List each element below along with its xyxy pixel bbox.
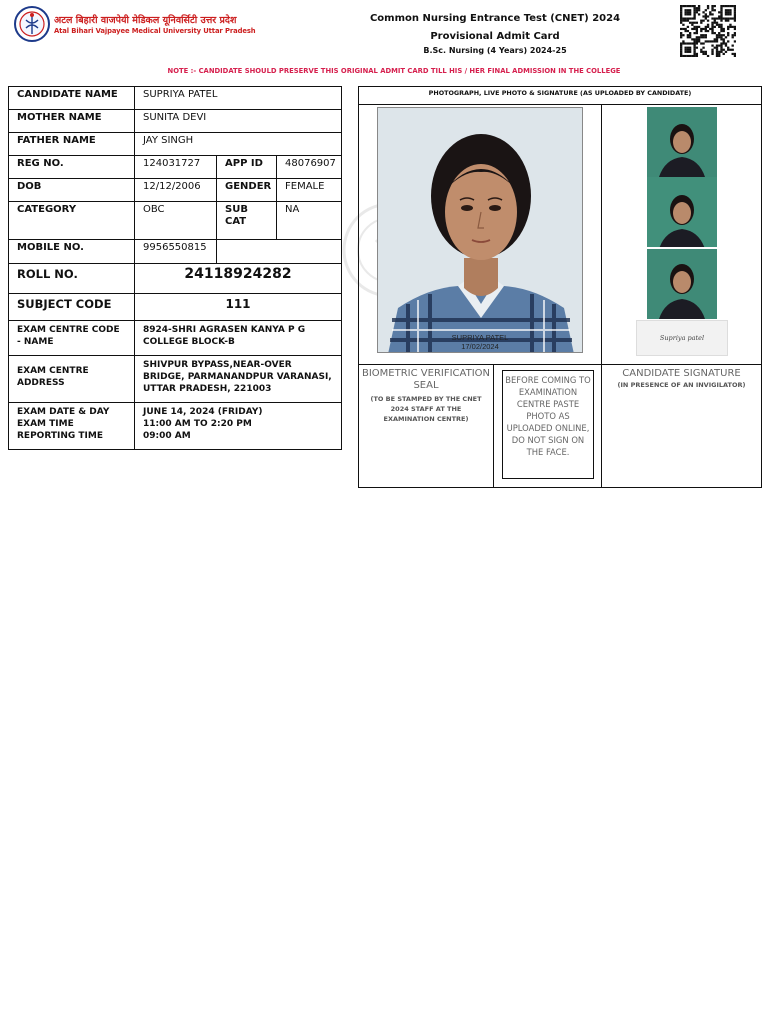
reporting-time-value: 09:00 AM [143,431,191,441]
reg-no-label: REG NO. [8,155,135,179]
father-name-value: JAY SINGH [134,132,342,156]
photo-name-caption: SUPRIYA PATEL [451,333,509,342]
biometric-subtitle: (TO BE STAMPED BY THE CNET 2024 STAFF AT THE EXAMINATION CENTRE) [370,395,482,423]
live-photo-3 [647,249,717,319]
reporting-time-label: REPORTING TIME [17,431,103,441]
category-value: OBC [134,201,217,240]
app-id-label: APP ID [216,155,277,179]
qr-code-icon [680,5,736,57]
subject-code-value: 111 [134,293,342,321]
candidate-signature-title: CANDIDATE SIGNATURE [622,368,741,379]
empty-cell [216,239,342,264]
candidate-name-value: SUPRIYA PATEL [134,86,342,110]
university-name-hindi: अटल बिहारी वाजपेयी मेडिकल यूनिवर्सिटी उत्तर प्रदेश [54,15,237,26]
biometric-title: BIOMETRIC VERIFICATION SEAL [362,368,491,391]
card-title: Provisional Admit Card [430,31,560,42]
exam-date-labels [8,402,135,450]
app-id-value: 48076907 [276,155,342,179]
sub-cat-value: NA [276,201,342,240]
paste-photo-instruction: BEFORE COMING TO EXAMINATION CENTRE PASTE PHOTO AS UPLOADED ONLINE, DO NOT SIGN ON THE FACE. [502,370,594,479]
centre-code-value: 8924-SHRI AGRASEN KANYA P G COLLEGE BLOCK-B [134,320,342,356]
university-name-english: Atal Bihari Vajpayee Medical University Uttar Pradesh [54,27,256,35]
exam-time-value: 11:00 AM TO 2:20 PM [143,419,252,429]
live-photo-2 [647,177,717,247]
mobile-label: MOBILE NO. [8,239,135,264]
father-name-label: FATHER NAME [8,132,135,156]
category-label: CATEGORY [8,201,135,240]
candidate-photograph [377,107,583,353]
live-portrait-icon [647,107,717,177]
mother-name-value: SUNITA DEVI [134,109,342,133]
mother-name-label: MOTHER NAME [8,109,135,133]
centre-address-label: EXAM CENTRE ADDRESS [8,355,135,403]
candidate-portrait-icon [378,108,583,353]
candidate-signature-subtitle: (IN PRESENCE OF AN INVIGILATOR) [617,381,746,389]
exam-date-values [134,402,342,450]
centre-address-value: SHIVPUR BYPASS,NEAR-OVER BRIDGE, PARMANANDPUR VARANASI, UTTAR PRADESH, 221003 [134,355,342,403]
exam-title: Common Nursing Entrance Test (CNET) 2024 [369,13,621,24]
roll-no-value: 24118924282 [134,263,342,294]
uploaded-signature: Supriya patel [636,320,728,356]
dob-label: DOB [8,178,135,202]
photo-date-caption: 17/02/2024 [461,342,499,351]
course-title: B.Sc. Nursing (4 Years) 2024-25 [423,46,567,55]
candidate-name-label: CANDIDATE NAME [8,86,135,110]
university-logo-icon [14,6,50,42]
gender-value: FEMALE [276,178,342,202]
photo-panel-heading: PHOTOGRAPH, LIVE PHOTO & SIGNATURE (AS UPLOADED BY CANDIDATE) [358,86,762,105]
live-portrait-icon [647,249,717,319]
mobile-value: 9956550815 [134,239,217,264]
gender-label: GENDER [216,178,277,202]
exam-time-label: EXAM TIME [17,419,74,429]
subject-code-label: SUBJECT CODE [8,293,135,321]
roll-no-label: ROLL NO. [8,263,135,294]
exam-date-value: JUNE 14, 2024 (FRIDAY) [143,407,263,417]
live-photo-1 [647,107,717,177]
reg-no-value: 124031727 [134,155,217,179]
dob-value: 12/12/2006 [134,178,217,202]
preserve-note: NOTE :- CANDIDATE SHOULD PRESERVE THIS ORIGINAL ADMIT CARD TILL HIS / HER FINAL ADMISSION IN THE COLLEGE [167,67,621,75]
live-portrait-icon [647,177,717,247]
centre-code-label: EXAM CENTRE CODE - NAME [8,320,135,356]
sub-cat-label: SUB CAT [216,201,277,240]
exam-date-label: EXAM DATE & DAY [17,407,110,417]
